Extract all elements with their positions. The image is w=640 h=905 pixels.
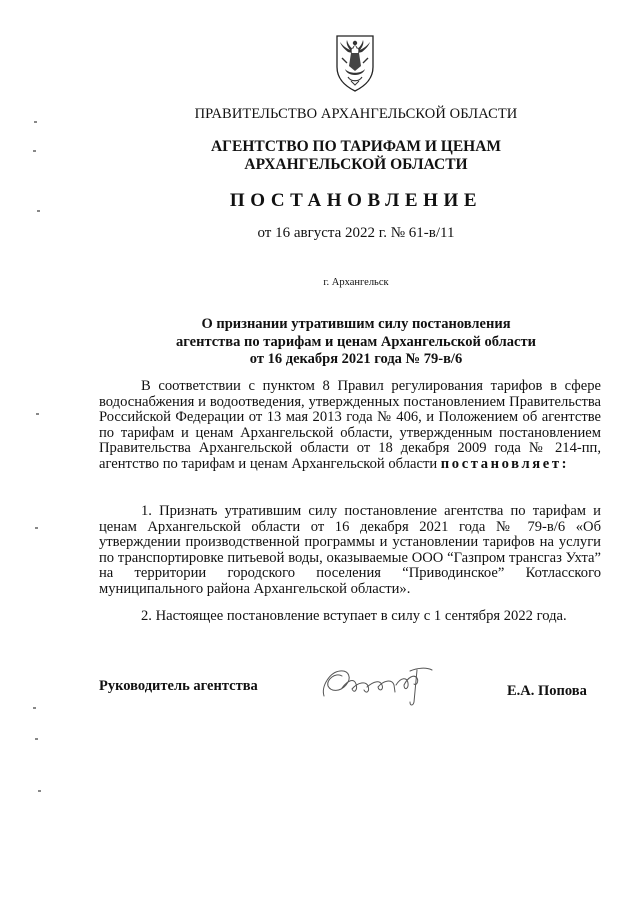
subject-line-1: О признании утратившим силу постановления bbox=[201, 316, 511, 332]
date-and-number: от 16 августа 2022 г. № 61-в/11 bbox=[257, 225, 455, 241]
margin-dot bbox=[33, 150, 36, 152]
government-name: ПРАВИТЕЛЬСТВО АРХАНГЕЛЬСКОЙ ОБЛАСТИ bbox=[194, 106, 518, 122]
margin-dot bbox=[35, 738, 38, 740]
preamble-text: В соответствии с пунктом 8 Правил регулирования тарифов в сфере водоснабжения и водоотведения, утвержденных постановлением Правительства Российской Федерации от 13 мая 2013 года № 406, и Положением об агентстве по тарифам и ценам Архангельской области, утвержденным постановлением Правительства Архангельской области от 18 декабря 2009 года № 214-пп, агентство по тарифам и ценам Архангельской области bbox=[99, 378, 601, 472]
subject-line-2: агентства по тарифам и ценам Архангельской области bbox=[176, 333, 536, 350]
subject-line-3: от 16 декабря 2021 года № 79-в/6 bbox=[249, 351, 463, 367]
agency-name-line-2: АРХАНГЕЛЬСКОЙ ОБЛАСТИ bbox=[244, 156, 468, 173]
coat-of-arms-icon bbox=[331, 33, 379, 93]
margin-dot bbox=[35, 527, 38, 529]
city-name: г. Архангельск bbox=[323, 277, 389, 288]
signer-title: Руководитель агентства bbox=[99, 678, 258, 694]
document-type-title: ПОСТАНОВЛЕНИЕ bbox=[229, 190, 483, 211]
agency-name bbox=[0, 138, 640, 174]
margin-dot bbox=[34, 121, 37, 123]
preamble-paragraph bbox=[99, 379, 601, 473]
margin-dot bbox=[36, 413, 39, 415]
item-1-text: 1. Признать утратившим силу постановление агентства по тарифам и ценам Архангельской области от 16 декабря 2021 года № 79-в/6 «Об утверждении производственной программы и установлении тарифов на услуги по транспортировке питьевой воды, оказываемые ООО “Газпром трансгаз Ухта” на территории городского поселения “Приводинское” Котласского муниципального района Архангельской области». bbox=[99, 503, 601, 597]
item-2-paragraph bbox=[99, 609, 601, 625]
resolves-word: постановляет: bbox=[440, 455, 570, 472]
item-1-paragraph bbox=[99, 504, 601, 598]
signer-name: Е.А. Попова bbox=[507, 683, 587, 699]
document-subject bbox=[0, 316, 640, 369]
agency-name-line-1: АГЕНТСТВО ПО ТАРИФАМ И ЦЕНАМ bbox=[210, 138, 502, 155]
item-2-text: 2. Настоящее постановление вступает в силу с 1 сентября 2022 года. bbox=[141, 608, 567, 624]
margin-dot bbox=[37, 210, 40, 212]
handwritten-signature-icon bbox=[318, 656, 438, 708]
margin-dot bbox=[38, 790, 41, 792]
margin-dot bbox=[33, 707, 36, 709]
